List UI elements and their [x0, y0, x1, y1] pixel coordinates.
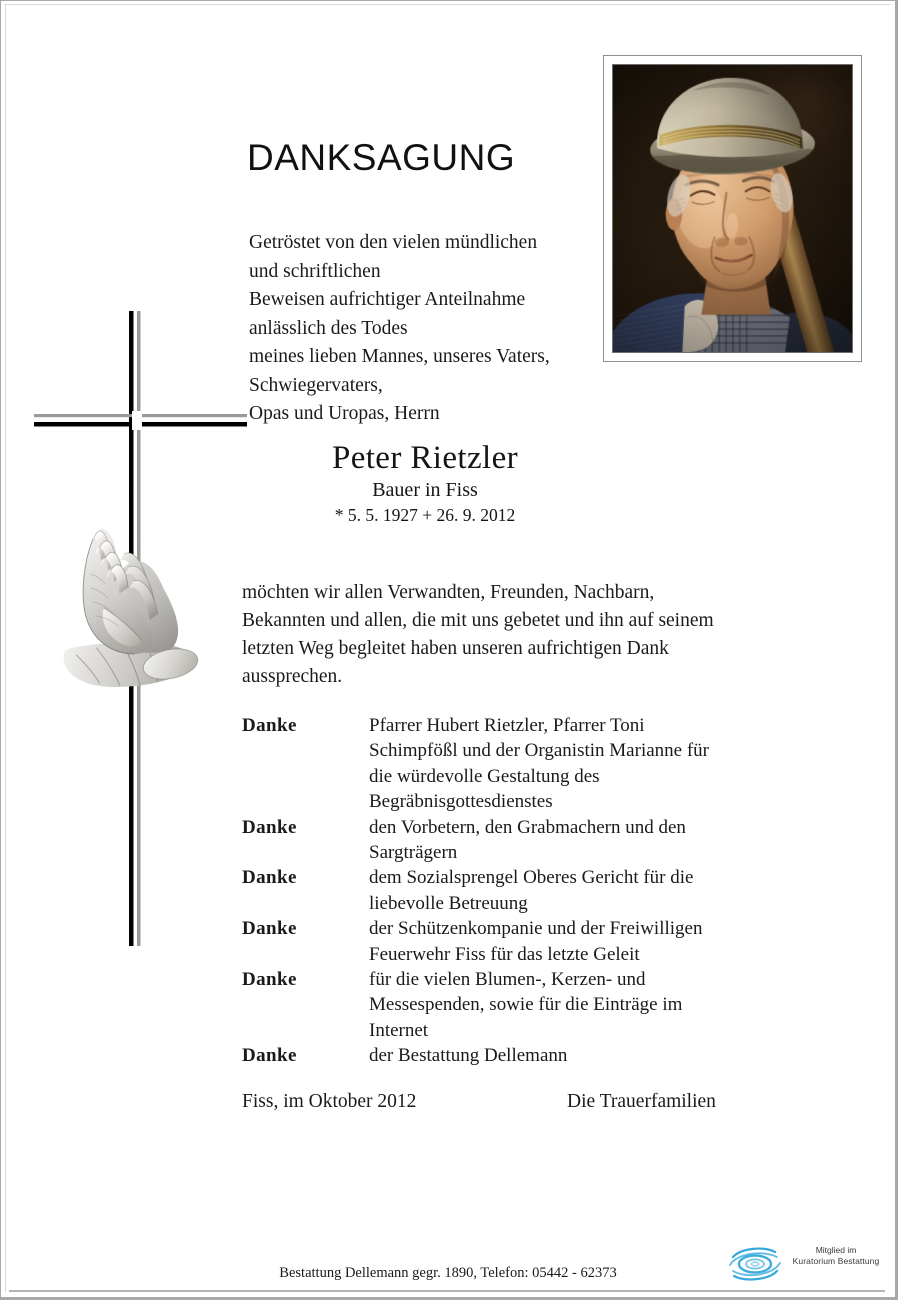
thanks-label: Danke: [242, 969, 297, 991]
thanks-line: dem Sozialsprengel Oberes Gericht für die: [369, 867, 694, 889]
deceased-dates: * 5. 5. 1927 + 26. 9. 2012: [334, 505, 516, 525]
thanks-entry: [242, 713, 812, 815]
portrait-canvas: [613, 65, 852, 352]
praying-hands-image: [56, 488, 201, 688]
thanks-text: [369, 1043, 812, 1068]
closing-line: [242, 1091, 802, 1113]
thanks-entry: [242, 1043, 812, 1068]
footer-contact: Bestattung Dellemann gegr. 1890, Telefon: 05442 - 62373: [279, 1265, 617, 1281]
swirl-logo-icon: [725, 1241, 785, 1285]
thanks-line: die würdevolle Gestaltung des: [369, 765, 600, 787]
intro-line: Getröstet von den vielen mündlichen: [249, 232, 538, 253]
thanks-list: [242, 713, 812, 1069]
thanks-entry: [242, 815, 812, 866]
logo-caption-line1: Mitglied im: [815, 1245, 857, 1255]
kuratorium-logo: [725, 1239, 885, 1287]
praying-hands-canvas: [56, 488, 201, 688]
thanks-entry: [242, 865, 812, 916]
thanks-entry: [242, 916, 812, 967]
thanks-text: [369, 865, 812, 916]
thanks-text: [369, 713, 812, 815]
thanks-text: [369, 916, 812, 967]
body-line: möchten wir allen Verwandten, Freunden, Nachbarn,: [242, 582, 655, 603]
page-title: DANKSAGUNG: [247, 137, 516, 178]
thanks-line: für die vielen Blumen-, Kerzen- und: [369, 969, 646, 991]
thanks-label: Danke: [242, 1045, 297, 1067]
photo-frame: [612, 64, 853, 353]
thanks-text: [369, 815, 812, 866]
deceased-profession: Bauer in Fiss: [372, 479, 478, 501]
logo-caption: [787, 1245, 885, 1267]
thanks-label: Danke: [242, 918, 297, 940]
logo-caption-line2: Kuratorium Bestattung: [792, 1256, 880, 1266]
closing-place-date: Fiss, im Oktober 2012: [242, 1091, 417, 1112]
thanks-entry: [242, 967, 812, 1043]
intro-line: Schwiegervaters,: [249, 374, 383, 396]
intro-line: anlässlich des Todes: [249, 317, 408, 339]
intro-paragraph: [249, 229, 619, 429]
thanks-label: Danke: [242, 715, 297, 736]
thanks-line: Begräbnisgottesdienstes: [369, 791, 553, 813]
intro-line: und schriftlichen: [249, 260, 381, 282]
thanks-line: den Vorbetern, den Grabmachern und den: [369, 816, 686, 838]
thanks-line: Messespenden, sowie für die Einträge im: [369, 994, 683, 1016]
thanks-line: liebevolle Betreuung: [369, 892, 528, 914]
thanks-line: Pfarrer Hubert Rietzler, Pfarrer Toni: [369, 715, 645, 736]
body-line: aussprechen.: [242, 666, 343, 687]
body-line: letzten Weg begleitet haben unseren aufrichtigen Dank: [242, 638, 669, 659]
intro-line: Beweisen aufrichtiger Anteilnahme: [249, 289, 526, 310]
thanks-line: der Schützenkompanie und der Freiwilligen: [369, 918, 703, 940]
portrait-photo: [603, 55, 862, 362]
thanks-line: Feuerwehr Fiss für das letzte Geleit: [369, 943, 640, 965]
thanks-label: Danke: [242, 867, 297, 889]
thanks-line: Internet: [369, 1019, 429, 1041]
deceased-block: [249, 439, 601, 527]
body-line: Bekannten und allen, die mit uns gebetet und ihn auf seinem: [242, 610, 714, 631]
closing-signature: Die Trauerfamilien: [567, 1091, 716, 1112]
thanks-label: Danke: [242, 816, 297, 838]
intro-line: meines lieben Mannes, unseres Vaters,: [249, 346, 550, 367]
footer-divider: [9, 1290, 885, 1292]
body-paragraph: [242, 579, 802, 691]
deceased-name: Peter Rietzler: [331, 440, 519, 476]
thanks-line: der Bestattung Dellemann: [369, 1045, 568, 1067]
thanks-line: Sargträgern: [369, 842, 458, 864]
thanks-text: [369, 967, 812, 1043]
intro-line: Opas und Uropas, Herrn: [249, 403, 440, 424]
thanks-line: Schimpfößl und der Organistin Marianne für: [369, 740, 709, 762]
